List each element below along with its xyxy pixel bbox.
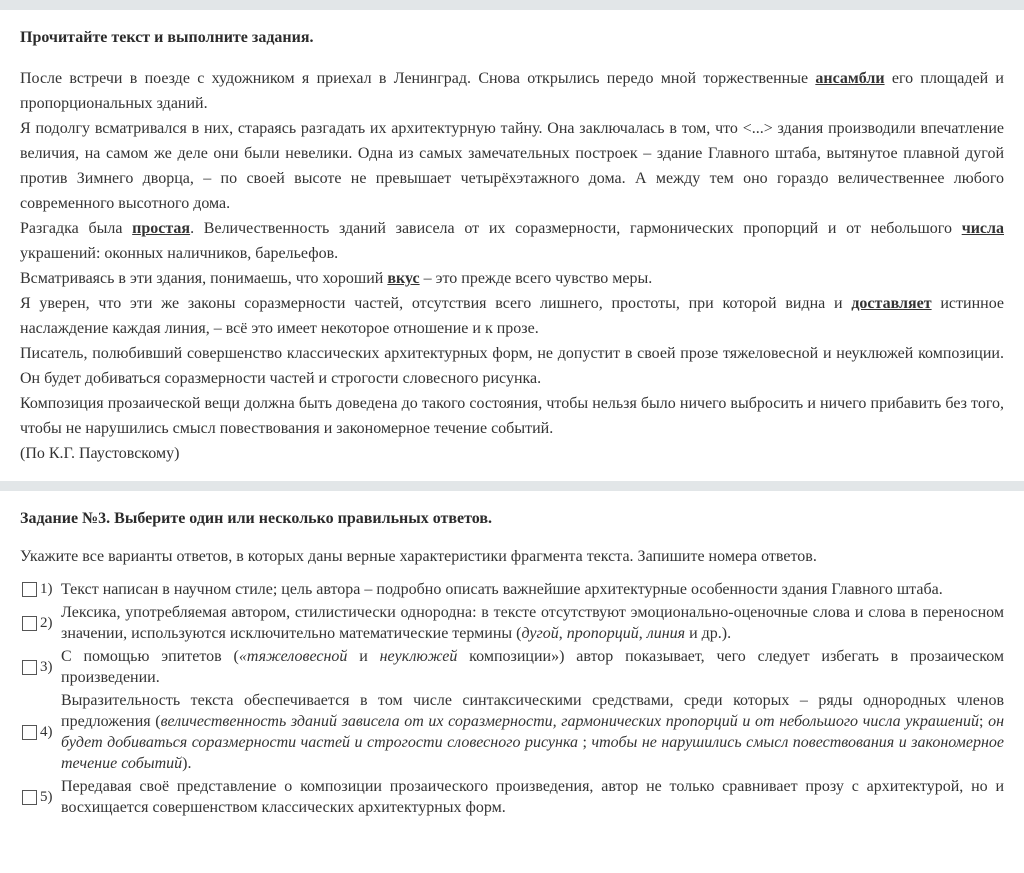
text-span: и др.). <box>685 625 732 642</box>
passage-paragraph-3 <box>20 216 1004 266</box>
answer-option-1[interactable] <box>20 579 1004 600</box>
answer-option-4[interactable] <box>20 690 1004 774</box>
option-number: 2) <box>40 614 53 631</box>
italic-term: он будет добиваться соразмерности частей и строгости словесного рисунка <box>61 713 1004 751</box>
passage-paragraph-5 <box>20 291 1004 341</box>
reading-section <box>0 10 1024 466</box>
task-title: Задание №3. Выберите один или несколько правильных ответов. <box>20 510 493 527</box>
option-text <box>61 690 1004 774</box>
section-title-read: Прочитайте текст и выполните задания. <box>20 29 314 46</box>
passage-paragraph-6: Писатель, полюбивший совершенство классических архитектурных форм, не допустит в своей прозе тяжеловесной и неуклюжей композиции. Он будет добиваться соразмерности частей и строгости словесного рисунка. <box>20 345 1004 387</box>
option-number: 5) <box>40 788 53 805</box>
italic-term: дугой <box>521 625 559 642</box>
text-span: Я уверен, что эти же законы соразмерности частей, отсутствия всего лишнего, простоты, при которой видна и <box>20 295 852 312</box>
answer-option-2[interactable] <box>20 602 1004 644</box>
checkbox-2[interactable] <box>22 616 37 631</box>
italic-term: величественность зданий зависела от их соразмерности, гармонических пропорций и от небольшого числа украшений <box>160 713 979 730</box>
text-span: Лексика, употребляемая автором, стилистически однородна: в тексте отсутствуют эмоционально-оценочные слова и слова в переносном значении, используются исключительно математические термины ( <box>61 604 1004 642</box>
keyword-dostavlyaet: доставляет <box>851 295 932 312</box>
italic-term: неуклюжей <box>379 648 458 665</box>
keyword-ansambli: ансамбли <box>815 70 885 87</box>
text-span: его площадей и пропорциональных зданий. <box>20 70 1004 112</box>
checkbox-wrap <box>20 615 61 632</box>
checkbox-1[interactable] <box>22 582 37 597</box>
checkbox-4[interactable] <box>22 725 37 740</box>
italic-term: пропорций <box>566 625 639 642</box>
passage-attribution: (По К.Г. Паустовскому) <box>20 445 180 462</box>
italic-term: линия <box>646 625 686 642</box>
answer-options <box>20 579 1004 818</box>
text-span: и <box>347 648 380 665</box>
text-span: . Величественность зданий зависела от их соразмерности, гармонических пропорций и от небольшого <box>190 220 962 237</box>
checkbox-wrap <box>20 724 61 741</box>
text-span: Разгадка была <box>20 220 133 237</box>
task-instruction: Укажите все варианты ответов, в которых даны верные характеристики фрагмента текста. Запишите номера ответов. <box>20 548 817 565</box>
checkbox-wrap <box>20 659 61 676</box>
checkbox-3[interactable] <box>22 660 37 675</box>
passage-paragraph-2: Я подолгу всматривался в них, стараясь разгадать их архитектурную тайну. Она заключалась в том, что <...> здания производили впечатление величия, на самом же деле они были невелики. Одна из самых замечательных построек – здание Главного штаба, вытянутое плавной дугой против Зимнего дворца, – по своей высоте не превышает четырёхэтажного дома. А между тем оно гораздо величественнее любого современного высотного дома. <box>20 120 1004 212</box>
top-separator <box>0 0 1024 10</box>
text-span: украшений: оконных наличников, барельефов. <box>20 245 339 262</box>
text-span: ). <box>182 755 192 772</box>
option-number: 4) <box>40 723 53 740</box>
section-separator <box>0 481 1024 491</box>
text-span: После встречи в поезде с художником я приехал в Ленинград. Снова открылись передо мной торжественные <box>20 70 816 87</box>
checkbox-wrap <box>20 789 61 806</box>
option-text: Текст написан в научном стиле; цель автора – подробно описать важнейшие архитектурные особенности здания Главного штаба. <box>61 581 943 598</box>
option-text <box>61 602 1004 644</box>
text-span: композиции») автор показывает, чего следует избегать в прозаическом произведении. <box>61 648 1005 686</box>
checkbox-5[interactable] <box>22 790 37 805</box>
text-span: Всматриваясь в эти здания, понимаешь, что хороший <box>20 270 388 287</box>
italic-term: чтобы не нарушились смысл повествования и закономерное течение событий <box>61 734 1005 772</box>
answer-option-5[interactable] <box>20 776 1004 818</box>
text-span: , <box>638 625 647 642</box>
option-number: 3) <box>40 658 53 675</box>
text-span: ; <box>978 713 989 730</box>
keyword-vkus: вкус <box>387 270 420 287</box>
answer-option-3[interactable] <box>20 646 1004 688</box>
option-text <box>61 646 1004 688</box>
text-span: , <box>558 625 567 642</box>
task-section <box>0 491 1024 818</box>
checkbox-wrap <box>20 581 61 598</box>
passage-text <box>20 66 1004 466</box>
passage-paragraph-4 <box>20 266 1004 291</box>
text-span: истинное наслаждение каждая линия, – всё это имеет некоторое отношение и к прозе. <box>20 295 1005 337</box>
keyword-chisla: числа <box>961 220 1005 237</box>
text-span: ; <box>578 734 592 751</box>
keyword-prostaya: простая <box>132 220 191 237</box>
text-span: Выразительность текста обеспечивается в том числе синтаксическими средствами, среди которых – ряды однородных членов предложения ( <box>61 692 1004 730</box>
text-span: – это прежде всего чувство меры. <box>419 270 653 287</box>
passage-paragraph-1 <box>20 66 1004 116</box>
option-number: 1) <box>40 581 53 597</box>
italic-term: «тяжеловесной <box>238 648 348 665</box>
option-text: Передавая своё представление о композиции прозаического произведения, автор не только сравнивает прозу с архитектурой, но и восхищается совершенством классических архитектурных форм. <box>61 778 1004 816</box>
passage-paragraph-7: Композиция прозаической вещи должна быть доведена до такого состояния, чтобы нельзя было ничего выбросить и ничего прибавить без того, чтобы не нарушились смысл повествования и закономерное течение событий. <box>20 395 1004 437</box>
text-span: С помощью эпитетов ( <box>61 648 239 665</box>
